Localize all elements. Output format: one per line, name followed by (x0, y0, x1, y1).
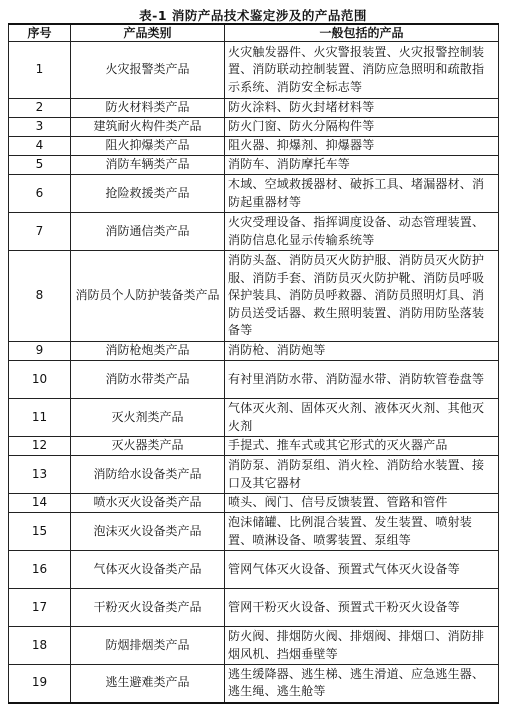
row-number: 14 (9, 494, 71, 513)
table-row (9, 437, 499, 456)
row-products: 消防泵、消防泵组、消火栓、消防给水装置、接口及其它器材 (225, 456, 499, 494)
row-products: 管网干粉灭火设备、预置式干粉灭火设备等 (225, 589, 499, 627)
row-category: 消防车辆类产品 (71, 156, 225, 175)
row-category: 消防通信类产品 (71, 213, 225, 251)
row-products: 火灾受理设备、指挥调度设备、动态管理装置、消防信息化显示传输系统等 (225, 213, 499, 251)
row-number: 15 (9, 513, 71, 551)
row-category: 灭火剂类产品 (71, 399, 225, 437)
header-products: 一般包括的产品 (225, 24, 499, 42)
table-row (9, 589, 499, 627)
row-category: 气体灭火设备类产品 (71, 551, 225, 589)
row-products: 手提式、推车式或其它形式的灭火器产品 (225, 437, 499, 456)
row-category: 阻火抑爆类产品 (71, 137, 225, 156)
table-row (9, 118, 499, 137)
row-number: 6 (9, 175, 71, 213)
table-row (9, 137, 499, 156)
row-products: 防火阀、排烟防火阀、排烟阀、排烟口、消防排烟风机、挡烟垂壁等 (225, 627, 499, 665)
row-number: 4 (9, 137, 71, 156)
row-number: 17 (9, 589, 71, 627)
row-products: 逃生缓降器、逃生梯、逃生滑道、应急逃生器、逃生绳、逃生舱等 (225, 665, 499, 703)
table-row (9, 456, 499, 494)
header-row (9, 24, 499, 42)
row-category: 抢险救援类产品 (71, 175, 225, 213)
row-products: 防火涂料、防火封堵材料等 (225, 99, 499, 118)
row-number: 11 (9, 399, 71, 437)
table-row (9, 551, 499, 589)
row-category: 建筑耐火构件类产品 (71, 118, 225, 137)
row-number: 16 (9, 551, 71, 589)
row-number: 10 (9, 361, 71, 399)
table-row (9, 251, 499, 342)
table-row (9, 399, 499, 437)
table-row (9, 42, 499, 99)
row-category: 逃生避难类产品 (71, 665, 225, 703)
row-number: 19 (9, 665, 71, 703)
row-products: 消防车、消防摩托车等 (225, 156, 499, 175)
row-number: 7 (9, 213, 71, 251)
table-row (9, 494, 499, 513)
row-category: 消防水带类产品 (71, 361, 225, 399)
row-number: 18 (9, 627, 71, 665)
row-category: 火灾报警类产品 (71, 42, 225, 99)
table-row (9, 175, 499, 213)
row-products: 有衬里消防水带、消防湿水带、消防软管卷盘等 (225, 361, 499, 399)
row-number: 1 (9, 42, 71, 99)
row-products: 防火门窗、防火分隔构件等 (225, 118, 499, 137)
table-row (9, 213, 499, 251)
row-products: 泡沫储罐、比例混合装置、发生装置、喷射装置、喷淋设备、喷雾装置、泵组等 (225, 513, 499, 551)
table-row (9, 99, 499, 118)
row-number: 5 (9, 156, 71, 175)
row-number: 2 (9, 99, 71, 118)
row-category: 消防枪炮类产品 (71, 342, 225, 361)
row-number: 13 (9, 456, 71, 494)
row-number: 9 (9, 342, 71, 361)
row-products: 管网气体灭火设备、预置式气体灭火设备等 (225, 551, 499, 589)
row-products: 消防枪、消防炮等 (225, 342, 499, 361)
table-row (9, 156, 499, 175)
row-category: 防火材料类产品 (71, 99, 225, 118)
row-products: 火灾触发器件、火灾警报装置、火灾报警控制装置、消防联动控制装置、消防应急照明和疏散指示系统、消防安全标志等 (225, 42, 499, 99)
row-category: 防烟排烟类产品 (71, 627, 225, 665)
product-scope-table (8, 23, 499, 704)
row-number: 8 (9, 251, 71, 342)
table-row (9, 513, 499, 551)
row-products: 气体灭火剂、固体灭火剂、液体灭火剂、其他灭火剂 (225, 399, 499, 437)
row-category: 灭火器类产品 (71, 437, 225, 456)
table-row (9, 342, 499, 361)
row-category: 泡沫灭火设备类产品 (71, 513, 225, 551)
header-number: 序号 (9, 24, 71, 42)
table-caption: 表-1 消防产品技术鉴定涉及的产品范围 (139, 8, 367, 23)
header-category: 产品类别 (71, 24, 225, 42)
table-row (9, 361, 499, 399)
row-products: 消防头盔、消防员灭火防护服、消防员灭火防护服、消防手套、消防员灭火防护靴、消防员呼吸保护装具、消防员呼救器、消防员照明灯具、消防员送受话器、救生照明装置、消防用防坠落装备等 (225, 251, 499, 342)
table-row (9, 627, 499, 665)
row-category: 消防员个人防护装备类产品 (71, 251, 225, 342)
row-products: 喷头、阀门、信号反馈装置、管路和管件 (225, 494, 499, 513)
row-number: 3 (9, 118, 71, 137)
row-category: 消防给水设备类产品 (71, 456, 225, 494)
row-category: 干粉灭火设备类产品 (71, 589, 225, 627)
row-products: 木域、空域救援器材、破拆工具、堵漏器材、消防起重器材等 (225, 175, 499, 213)
row-products: 阻火器、抑爆剂、抑爆器等 (225, 137, 499, 156)
row-number: 12 (9, 437, 71, 456)
row-category: 喷水灭火设备类产品 (71, 494, 225, 513)
